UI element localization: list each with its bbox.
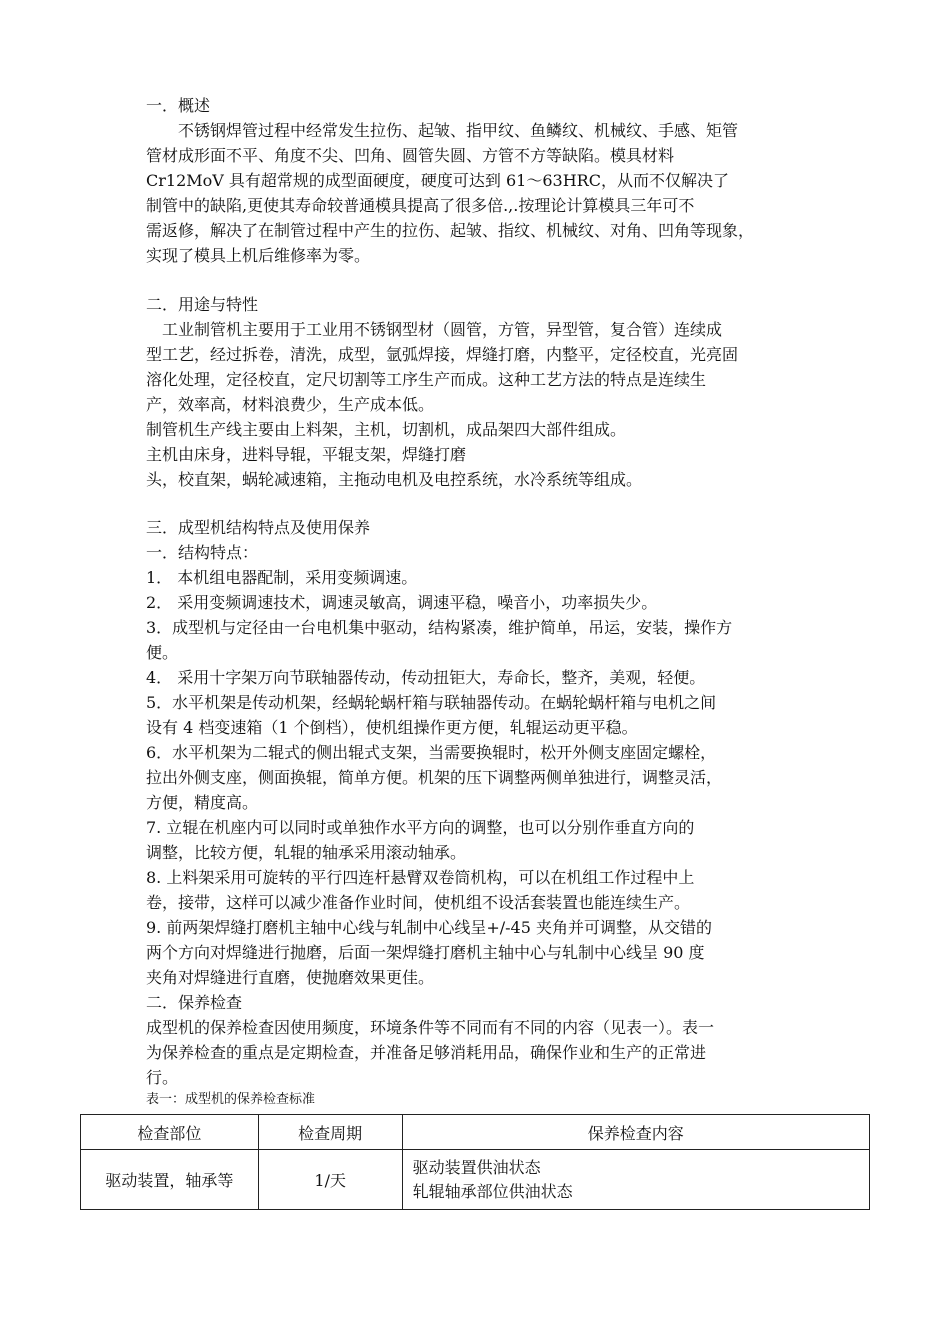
paragraph-line: 管材成形面不平、角度不尖、凹角、圆管失圆、方管不方等缺陷。模具材料	[146, 146, 675, 165]
column-header-content: 保养检查内容	[402, 1115, 869, 1150]
paragraph-line: 实现了模具上机后维修率为零。	[146, 246, 371, 265]
section-overview	[146, 93, 818, 268]
list-item: 夹角对焊缝进行直磨，使抛磨效果更佳。	[146, 968, 435, 987]
paragraph-line: 溶化处理，定径校直，定尺切割等工序生产而成。这种工艺方法的特点是连续生	[146, 370, 707, 389]
section-heading: 二．用途与特性	[146, 295, 259, 314]
list-item: 设有 4 档变速箱（1 个倒档），使机组操作更方便，轧辊运动更平稳。	[146, 718, 638, 737]
maintenance-table	[80, 1114, 870, 1210]
list-item: 1． 本机组电器配制，采用变频调速。	[146, 568, 418, 587]
paragraph-line: Cr12MoV 具有超常规的成型面硬度，硬度可达到 61～63HRC，从而不仅解决了	[146, 171, 729, 190]
section-heading: 一．概述	[146, 96, 211, 115]
paragraph-line: 不锈钢焊管过程中经常发生拉伤、起皱、指甲纹、鱼鳞纹、机械纹、手感、矩管	[146, 121, 739, 140]
list-item: 4． 采用十字架万向节联轴器传动，传动扭钜大，寿命长，整齐，美观，轻便。	[146, 668, 706, 687]
subsection-heading: 一．结构特点：	[146, 543, 259, 562]
table-caption: 表一：成型机的保养检查标准	[146, 1092, 316, 1107]
paragraph-line: 制管机生产线主要由上料架，主机，切割机，成品架四大部件组成。	[146, 420, 627, 439]
list-item: 3．成型机与定径由一台电机集中驱动，结构紧凑，维护简单，吊运，安装，操作方	[146, 618, 733, 637]
paragraph-line: 制管中的缺陷,更使其寿命较普通模具提高了很多倍.,.按理论计算模具三年可不	[146, 196, 695, 215]
paragraph-line: 主机由床身，进料导辊，平辊支架，焊缝打磨	[146, 445, 467, 464]
subsection-heading: 二．保养检查	[146, 993, 243, 1012]
table-header-row	[81, 1115, 870, 1150]
list-item: 拉出外侧支座，侧面换辊，简单方便。机架的压下调整两侧单独进行，调整灵活，	[146, 768, 723, 787]
section-structure	[146, 515, 818, 1090]
column-header-period: 检查周期	[258, 1115, 402, 1150]
list-item: 9. 前两架焊缝打磨机主轴中心线与轧制中心线呈+/-45 夹角并可调整，从交错的	[146, 918, 713, 937]
paragraph-line: 产，效率高，材料浪费少，生产成本低。	[146, 395, 435, 414]
list-item: 调整，比较方便，轧辊的轴承采用滚动轴承。	[146, 843, 467, 862]
list-item: 2． 采用变频调速技术，调速灵敏高，调速平稳，噪音小，功率损失少。	[146, 593, 658, 612]
column-header-part: 检查部位	[81, 1115, 259, 1150]
list-item: 6．水平机架为二辊式的侧出辊式支架，当需要换辊时，松开外侧支座固定螺栓，	[146, 743, 717, 762]
paragraph-line: 工业制管机主要用于工业用不锈钢型材（圆管，方管，异型管，复合管）连续成	[146, 320, 723, 339]
paragraph-line: 成型机的保养检查因使用频度，环境条件等不同而有不同的内容（见表一）。表一	[146, 1018, 715, 1037]
section-heading: 三．成型机结构特点及使用保养	[146, 518, 371, 537]
content-line: 轧辊轴承部位供油状态	[412, 1181, 573, 1201]
list-item: 便。	[146, 643, 179, 662]
list-item: 两个方向对焊缝进行抛磨，后面一架焊缝打磨机主轴中心与轧制中心线呈 90 度	[146, 943, 705, 962]
cell-period: 1/天	[258, 1150, 402, 1210]
content-line: 驱动装置供油状态	[412, 1157, 541, 1177]
list-item: 卷，接带，这样可以减少准备作业时间，使机组不设活套装置也能连续生产。	[146, 893, 691, 912]
section-usage	[146, 292, 818, 492]
paragraph-line: 行。	[146, 1068, 179, 1087]
cell-part: 驱动装置，轴承等	[81, 1150, 259, 1210]
paragraph-line: 头，校直架，蜗轮减速箱，主拖动电机及电控系统，水冷系统等组成。	[146, 470, 643, 489]
paragraph-line: 需返修，解决了在制管过程中产生的拉伤、起皱、指纹、机械纹、对角、凹角等现象，	[146, 221, 755, 240]
list-item: 方便，精度高。	[146, 793, 259, 812]
list-item: 5．水平机架是传动机架，经蜗轮蜗杆箱与联轴器传动。在蜗轮蜗杆箱与电机之间	[146, 693, 717, 712]
list-item: 8. 上料架采用可旋转的平行四连杆悬臂双卷筒机构，可以在机组工作过程中上	[146, 868, 695, 887]
table-row	[81, 1150, 870, 1210]
paragraph-line: 型工艺，经过拆卷，清洗，成型，氩弧焊接，焊缝打磨，内整平，定径校直，光亮固	[146, 345, 739, 364]
list-item: 7. 立辊在机座内可以同时或单独作水平方向的调整，也可以分别作垂直方向的	[146, 818, 695, 837]
cell-content	[402, 1150, 869, 1210]
paragraph-line: 为保养检查的重点是定期检查，并准备足够消耗用品，确保作业和生产的正常进	[146, 1043, 707, 1062]
